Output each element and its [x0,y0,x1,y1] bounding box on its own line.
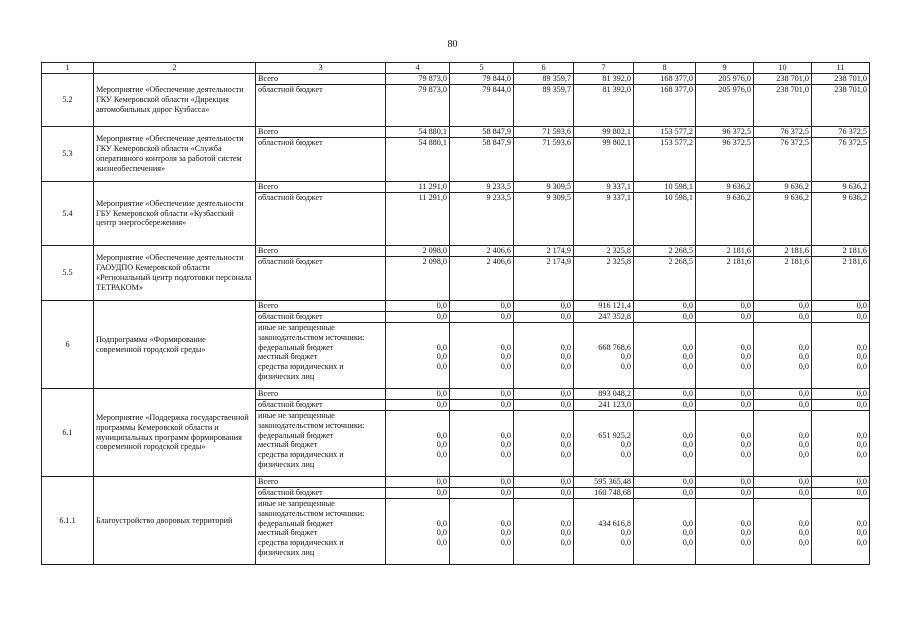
federal-value: 0,0 [856,430,867,440]
value-cell: 9 337,1 [574,193,634,246]
value-cell: 9 636,2 [812,193,870,246]
column-header: 10 [754,63,812,74]
value-cell: 0,0 [386,312,450,323]
value-cell: 0,0 [812,400,870,411]
local-value: 0,0 [856,440,867,450]
value-cell: 0,0 [634,400,696,411]
value-cell: 9 636,2 [812,182,870,193]
value-cell: 0,0 [634,389,696,400]
value-cell: 10 598,1 [634,182,696,193]
source-line: средства юридических и [258,538,344,548]
value-cell: 2 181,6 [812,257,870,301]
source-line: физических лиц [258,547,315,557]
value-cell: 0,0 [450,312,514,323]
value-cell: 2 406,6 [450,257,514,301]
value-cell [696,499,754,565]
value-cell: 205 976,0 [696,74,754,85]
local-value: 0,0 [436,352,447,362]
row-name: Мероприятие «Обеспечение деятельности ГКУ Кемеровской области «Дирекция автомобильных дорог Кузбасса» [94,74,256,127]
value-cell [450,323,514,389]
value-cell: 2 325,8 [574,257,634,301]
federal-value: 0,0 [436,342,447,352]
value-cell: 89 359,7 [514,85,574,127]
value-cell: 153 577,2 [634,138,696,182]
source-line: иные не запрещенные [258,411,335,420]
value-cell: 58 847,9 [450,138,514,182]
row-name: Мероприятие «Обеспечение деятельности ГКУ Кемеровской области «Служба оперативного контроля за работой систем жизнеобеспечения» [94,127,256,182]
value-cell: 0,0 [696,488,754,499]
funding-source: Всего [256,389,386,400]
federal-value: 0,0 [740,518,751,528]
local-value: 0,0 [436,440,447,450]
value-cell: 0,0 [696,312,754,323]
source-line: местный бюджет [258,440,318,450]
column-header: 11 [812,63,870,74]
value-cell: 9 636,2 [754,193,812,246]
value-cell: 89 359,7 [514,74,574,85]
value-cell: 2 268,5 [634,257,696,301]
page-number: 80 [447,39,458,50]
legal-value: 0,0 [682,450,693,460]
source-line: иные не запрещенные [258,499,335,508]
legal-value: 0,0 [740,362,751,372]
value-cell: 0,0 [754,488,812,499]
source-line: иные не запрещенные [258,323,335,332]
value-cell: 2 181,6 [812,246,870,257]
value-cell: 10 598,1 [634,193,696,246]
local-value: 0,0 [798,352,809,362]
table-row [42,127,870,138]
federal-value: 0,0 [500,518,511,528]
column-header: 8 [634,63,696,74]
table-row [42,301,870,312]
row-name: Мероприятие «Поддержка государственной программы Кемеровской области и муниципальных программ формирования современной городской среды» [94,389,256,477]
local-value: 0,0 [500,528,511,538]
local-value: 0,0 [856,528,867,538]
local-value: 0,0 [798,528,809,538]
value-cell: 11 291,0 [386,182,450,193]
local-value: 0,0 [560,352,571,362]
local-value: 0,0 [620,352,631,362]
value-cell: 2 174,9 [514,257,574,301]
value-cell: 79 844,0 [450,74,514,85]
legal-value: 0,0 [620,538,631,548]
source-line: физических лиц [258,371,315,381]
value-cell: 0,0 [634,488,696,499]
value-cell: 2 174,9 [514,246,574,257]
value-cell: 99 802,1 [574,138,634,182]
value-cell [574,499,634,565]
table-row [42,477,870,488]
funding-source [256,411,386,477]
local-value: 0,0 [798,440,809,450]
federal-value: 668 768,6 [598,342,631,352]
source-line: физических лиц [258,459,315,469]
legal-value: 0,0 [436,538,447,548]
value-cell: 0,0 [754,400,812,411]
value-cell: 54 880,1 [386,138,450,182]
value-cell: 9 636,2 [754,182,812,193]
value-cell: 0,0 [812,312,870,323]
value-cell [634,323,696,389]
row-name: Мероприятие «Обеспечение деятельности ГБУ Кемеровской области «Кузбасский центр энергосбережения» [94,182,256,246]
local-value: 0,0 [682,352,693,362]
value-cell [634,411,696,477]
value-cell: 238 701,0 [812,74,870,85]
value-cell: 2 098,0 [386,257,450,301]
column-header: 9 [696,63,754,74]
value-cell: 71 593,6 [514,127,574,138]
local-value: 0,0 [500,440,511,450]
value-cell: 0,0 [754,301,812,312]
value-cell: 81 392,0 [574,74,634,85]
funding-source: Всего [256,127,386,138]
table-row [42,182,870,193]
value-cell: 76 372,5 [754,138,812,182]
value-cell: 0,0 [754,389,812,400]
federal-value: 0,0 [682,342,693,352]
column-header: 3 [256,63,386,74]
row-number: 5.5 [42,246,94,301]
column-header: 1 [42,63,94,74]
local-value: 0,0 [436,528,447,538]
funding-source: Всего [256,301,386,312]
local-value: 0,0 [682,440,693,450]
value-cell: 9 636,2 [696,193,754,246]
value-cell: 71 593,6 [514,138,574,182]
value-cell: 2 181,6 [754,257,812,301]
value-cell: 0,0 [812,301,870,312]
legal-value: 0,0 [740,450,751,460]
value-cell: 76 372,5 [812,138,870,182]
federal-value: 0,0 [798,518,809,528]
legal-value: 0,0 [856,538,867,548]
value-cell: 79 873,0 [386,74,450,85]
value-cell: 0,0 [386,477,450,488]
value-cell [514,323,574,389]
value-cell: 168 377,0 [634,85,696,127]
row-number: 6.1 [42,389,94,477]
legal-value: 0,0 [798,362,809,372]
value-cell: 247 352,8 [574,312,634,323]
value-cell: 0,0 [450,389,514,400]
value-cell: 76 372,5 [812,127,870,138]
value-cell: 2 181,6 [696,246,754,257]
local-value: 0,0 [856,352,867,362]
federal-value: 0,0 [500,430,511,440]
value-cell: 58 847,9 [450,127,514,138]
value-cell: 2 181,6 [696,257,754,301]
value-cell: 9 233,5 [450,182,514,193]
value-cell [754,323,812,389]
value-cell: 0,0 [450,488,514,499]
value-cell: 0,0 [634,477,696,488]
row-number: 5.3 [42,127,94,182]
value-cell: 0,0 [514,400,574,411]
funding-source: Всего [256,477,386,488]
value-cell: 79 873,0 [386,85,450,127]
source-line: местный бюджет [258,352,318,362]
value-cell [696,411,754,477]
legal-value: 0,0 [560,362,571,372]
value-cell: 2 268,5 [634,246,696,257]
value-cell: 0,0 [514,389,574,400]
column-header: 6 [514,63,574,74]
local-value: 0,0 [500,352,511,362]
value-cell: 241 123,0 [574,400,634,411]
legal-value: 0,0 [436,450,447,460]
value-cell [514,499,574,565]
value-cell: 238 701,0 [754,85,812,127]
local-value: 0,0 [740,352,751,362]
federal-value: 0,0 [682,518,693,528]
row-name: Благоустройство дворовых территорий [94,477,256,565]
source-line: местный бюджет [258,528,318,538]
value-cell: 0,0 [754,312,812,323]
value-cell: 2 406,6 [450,246,514,257]
value-cell [450,411,514,477]
source-line: федеральный бюджет [258,518,334,528]
legal-value: 0,0 [682,362,693,372]
value-cell: 0,0 [696,389,754,400]
value-cell: 0,0 [754,477,812,488]
row-name: Подпрограмма «Формирование современной городской среды» [94,301,256,389]
value-cell: 0,0 [812,488,870,499]
column-header: 7 [574,63,634,74]
value-cell: 9 309,5 [514,193,574,246]
funding-source: областной бюджет [256,312,386,323]
federal-value: 0,0 [856,342,867,352]
legal-value: 0,0 [856,362,867,372]
value-cell: 0,0 [634,301,696,312]
value-cell: 0,0 [812,389,870,400]
value-cell: 76 372,5 [754,127,812,138]
value-cell: 79 844,0 [450,85,514,127]
value-cell: 0,0 [696,477,754,488]
source-line: федеральный бюджет [258,342,334,352]
value-cell [574,411,634,477]
funding-source [256,323,386,389]
value-cell [812,499,870,565]
funding-source: Всего [256,182,386,193]
federal-value: 0,0 [740,430,751,440]
value-cell: 0,0 [514,477,574,488]
funding-source: областной бюджет [256,193,386,246]
federal-value: 434 616,8 [598,518,631,528]
funding-source: областной бюджет [256,257,386,301]
table-row [42,246,870,257]
value-cell: 9 337,1 [574,182,634,193]
value-cell [386,323,450,389]
local-value: 0,0 [620,440,631,450]
funding-source: Всего [256,74,386,85]
value-cell [754,499,812,565]
value-cell: 0,0 [634,312,696,323]
value-cell: 153 577,2 [634,127,696,138]
federal-value: 0,0 [798,430,809,440]
legal-value: 0,0 [620,362,631,372]
value-cell: 54 880,1 [386,127,450,138]
legal-value: 0,0 [500,538,511,548]
funding-source: областной бюджет [256,85,386,127]
value-cell: 0,0 [386,488,450,499]
value-cell: 168 377,0 [634,74,696,85]
value-cell [386,411,450,477]
federal-value: 0,0 [500,342,511,352]
value-cell [634,499,696,565]
source-line: средства юридических и [258,450,344,460]
legal-value: 0,0 [560,450,571,460]
value-cell: 9 233,5 [450,193,514,246]
value-cell: 0,0 [696,301,754,312]
value-cell: 238 701,0 [812,85,870,127]
source-line: средства юридических и [258,362,344,372]
legal-value: 0,0 [500,450,511,460]
legal-value: 0,0 [682,538,693,548]
value-cell: 0,0 [386,400,450,411]
value-cell: 96 372,5 [696,138,754,182]
column-header: 4 [386,63,450,74]
source-line: федеральный бюджет [258,430,334,440]
column-header: 5 [450,63,514,74]
funding-source: областной бюджет [256,488,386,499]
value-cell: 0,0 [386,301,450,312]
row-number: 6 [42,301,94,389]
value-cell: 916 121,4 [574,301,634,312]
column-header: 2 [94,63,256,74]
funding-source: областной бюджет [256,400,386,411]
value-cell: 205 976,0 [696,85,754,127]
budget-table [41,62,870,565]
value-cell: 0,0 [514,301,574,312]
row-number: 5.4 [42,182,94,246]
federal-value: 0,0 [560,518,571,528]
value-cell: 595 365,48 [574,477,634,488]
legal-value: 0,0 [620,450,631,460]
federal-value: 0,0 [560,430,571,440]
value-cell: 0,0 [696,400,754,411]
federal-value: 0,0 [682,430,693,440]
table-row [42,74,870,85]
value-cell: 11 291,0 [386,193,450,246]
value-cell [386,499,450,565]
source-line: законодательством источники: [258,332,365,342]
local-value: 0,0 [560,528,571,538]
value-cell [812,323,870,389]
local-value: 0,0 [560,440,571,450]
value-cell [812,411,870,477]
value-cell: 0,0 [386,389,450,400]
federal-value: 0,0 [798,342,809,352]
federal-value: 0,0 [856,518,867,528]
header-row [42,63,870,74]
table-row [42,389,870,400]
federal-value: 0,0 [436,430,447,440]
funding-source: Всего [256,246,386,257]
legal-value: 0,0 [560,538,571,548]
value-cell: 0,0 [514,312,574,323]
value-cell [450,499,514,565]
funding-source [256,499,386,565]
value-cell: 160 748,68 [574,488,634,499]
legal-value: 0,0 [798,450,809,460]
row-number: 5.2 [42,74,94,127]
value-cell: 2 098,0 [386,246,450,257]
value-cell: 81 392,0 [574,85,634,127]
value-cell [754,411,812,477]
value-cell: 0,0 [812,477,870,488]
source-line: законодательством источники: [258,508,365,518]
value-cell: 2 181,6 [754,246,812,257]
value-cell: 0,0 [450,477,514,488]
local-value: 0,0 [740,528,751,538]
federal-value: 0,0 [740,342,751,352]
federal-value: 651 925,2 [598,430,631,440]
value-cell [574,323,634,389]
value-cell: 96 372,5 [696,127,754,138]
value-cell: 9 309,5 [514,182,574,193]
legal-value: 0,0 [740,538,751,548]
source-line: законодательством источники: [258,420,365,430]
row-name: Мероприятие «Обеспечение деятельности ГАОУДПО Кемеровской области «Региональный центр подготовки персонала ТЕТРАКОМ» [94,246,256,301]
value-cell: 893 048,2 [574,389,634,400]
value-cell: 0,0 [450,301,514,312]
value-cell [514,411,574,477]
legal-value: 0,0 [500,362,511,372]
local-value: 0,0 [620,528,631,538]
legal-value: 0,0 [436,362,447,372]
local-value: 0,0 [682,528,693,538]
value-cell: 99 802,1 [574,127,634,138]
local-value: 0,0 [740,440,751,450]
value-cell: 0,0 [450,400,514,411]
value-cell [696,323,754,389]
row-number: 6.1.1 [42,477,94,565]
legal-value: 0,0 [798,538,809,548]
federal-value: 0,0 [436,518,447,528]
federal-value: 0,0 [560,342,571,352]
value-cell: 9 636,2 [696,182,754,193]
value-cell: 2 325,8 [574,246,634,257]
value-cell: 0,0 [514,488,574,499]
value-cell: 238 701,0 [754,74,812,85]
funding-source: областной бюджет [256,138,386,182]
legal-value: 0,0 [856,450,867,460]
